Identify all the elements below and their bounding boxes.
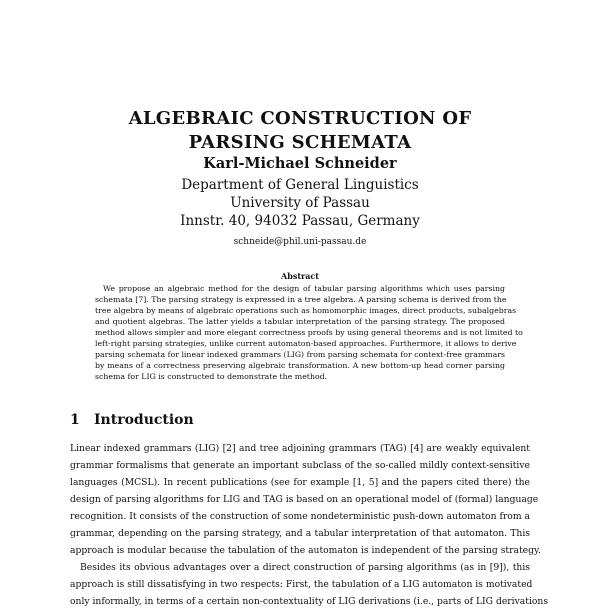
abstract-line: and quotient algebras. The latter yields a tabular interpretation of the parsing strategy. The proposed bbox=[95, 317, 505, 326]
body-line: languages (MCSL). In recent publications (see for example [1, 5] and the papers cited there) the bbox=[70, 477, 530, 488]
affiliation-address: Innstr. 40, 94032 Passau, Germany bbox=[180, 213, 420, 229]
abstract-line: We propose an algebraic method for the design of tabular parsing algorithms which uses parsing bbox=[103, 284, 505, 293]
body-line: design of parsing algorithms for LIG and TAG is based on an operational model of (formal) language bbox=[70, 494, 539, 505]
abstract-line: schemata [7]. The parsing strategy is expressed in a tree algebra. A parsing schema is derived from the bbox=[95, 295, 507, 304]
author-email: schneide@phil.uni-passau.de bbox=[233, 237, 367, 247]
abstract-line: by means of a correctness preserving algebraic transformation. A new bottom-up head corner parsing bbox=[95, 361, 505, 370]
abstract-line: tree algebra by means of algebraic operations such as homomorphic images, direct products, subalgebras bbox=[95, 306, 517, 315]
body-line: grammar, depending on the parsing strategy, and a tabular interpretation of that automaton. This bbox=[70, 528, 530, 539]
title-line-2: PARSING SCHEMATA bbox=[188, 132, 412, 153]
affiliation-university: University of Passau bbox=[230, 195, 370, 211]
abstract-line: method allows simpler and more elegant correctness proofs by using general theorems and is not limited to bbox=[95, 328, 523, 337]
abstract-line: parsing schemata for linear indexed grammars (LIG) from parsing schemata for context-free grammars bbox=[95, 350, 506, 359]
body-line: approach is modular because the tabulation of the automaton is independent of the parsing strategy. bbox=[70, 545, 541, 556]
body-line: Besides its obvious advantages over a direct construction of parsing algorithms (as in [9]), this bbox=[80, 562, 530, 573]
affiliation-department: Department of General Linguistics bbox=[181, 177, 419, 193]
body-line: Linear indexed grammars (LIG) [2] and tree adjoining grammars (TAG) [4] are weakly equivalent bbox=[70, 443, 530, 454]
paper-title bbox=[0, 107, 600, 155]
title-line-1: ALGEBRAIC CONSTRUCTION OF bbox=[128, 108, 472, 129]
abstract-heading: Abstract bbox=[281, 271, 319, 281]
section-heading bbox=[70, 411, 194, 429]
body-line: grammar formalisms that generate an important subclass of the so-called mildly context-sensitive bbox=[70, 460, 530, 471]
abstract-line: left-right parsing strategies, unlike current automaton-based approaches. Furthermore, it allows to derive bbox=[95, 339, 517, 348]
section-title: Introduction bbox=[94, 412, 194, 428]
body-line: recognition. It consists of the construction of some nondeterministic push-down automaton from a bbox=[70, 511, 530, 522]
abstract-line: schema for LIG is constructed to demonstrate the method. bbox=[95, 372, 328, 381]
author-name: Karl-Michael Schneider bbox=[203, 155, 397, 172]
body-line: only informally, in terms of a certain non-contextuality of LIG derivations (i.e., parts of LIG derivations bbox=[70, 596, 549, 607]
section-number: 1 bbox=[70, 412, 80, 428]
body-line: approach is still dissatisfying in two respects: First, the tabulation of a LIG automaton is motivated bbox=[70, 579, 533, 590]
